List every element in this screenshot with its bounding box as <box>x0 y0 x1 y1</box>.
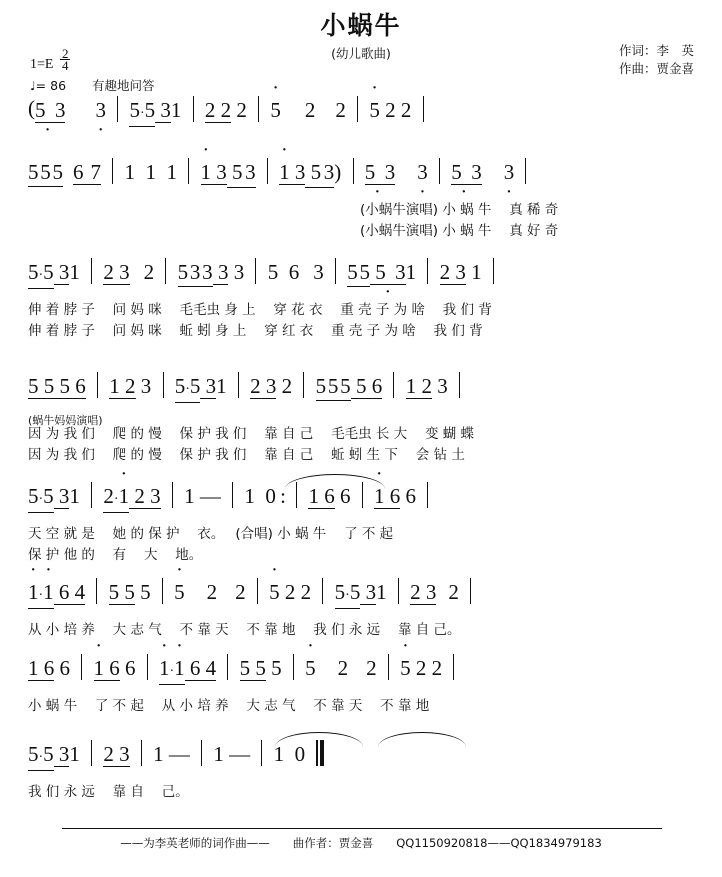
composer: 作曲：贾金喜 <box>618 61 694 76</box>
system-2-lyrics-1: (小蜗牛演唱) 小 蜗 牛 真 稀 奇 <box>360 202 559 218</box>
system-2-notes: 5 5 5 6 7 1 1 1 · 1 3 5 3 · 1 3 5 3) 5 · 3 3 · 5 · 3 3 · <box>0 158 722 198</box>
credits <box>619 42 694 78</box>
system-3-lyrics-2: 伸 着 脖 子 问 妈 咪 蚯 蚓 身 上 穿 红 衣 重 壳 子 为 啥 我 们 背 <box>28 323 483 339</box>
system-3-lyrics-1: 伸 着 脖 子 问 妈 咪 毛毛虫 身 上 穿 花 衣 重 壳 子 为 啥 我 们 背 <box>28 302 492 318</box>
system-6 <box>0 578 722 639</box>
system-8-lyrics-1: 我 们 永 远 靠 自 己。 <box>28 784 189 800</box>
system-5-lyrics-1: 天 空 就 是 她 的 保 护 衣。 (合唱) 小 蜗 牛 了 不 起 <box>28 526 394 542</box>
tempo-value: = 86 <box>35 78 67 93</box>
system-2-lyrics-2: (小蜗牛演唱) 小 蜗 牛 真 好 奇 <box>360 223 559 239</box>
system-7-lyrics-1: 小 蜗 牛 了 不 起 从 小 培 养 大 志 气 不 靠 天 不 靠 地 <box>28 698 430 714</box>
system-1 <box>0 96 722 136</box>
system-5-lyrics-2: 保 护 他 的 有 大 地。 <box>28 547 203 563</box>
key-label: 1=E <box>30 57 54 72</box>
key-signature <box>30 48 70 73</box>
system-5-notes: 5·5 31 2·· 1 2 3 1 — 1 0 : 1 6 6 · 1 6 6 <box>0 482 722 522</box>
system-3 <box>0 258 722 340</box>
system-6-notes: · 1·· 1 6 4 5 5 5 · 5 2 2 · 5 2 2 5·5 31 2 3 2 <box>0 578 722 618</box>
time-signature <box>60 48 71 71</box>
system-4-lyrics-1: 因 为 我 们 爬 的 慢 保 护 我 们 靠 自 己 毛毛虫 长 大 变 蝴 蝶 <box>28 426 475 442</box>
footer-divider <box>62 828 662 829</box>
mood-marking: 有趣地问答 <box>92 78 155 93</box>
quarter-note-icon: ♩ <box>30 79 36 93</box>
system-7-notes: 1 6 6 · 1 6 6 · 1·· 1 6 4 5 5 5 · 5 2 2 · 5 2 2 <box>0 654 722 694</box>
system-6-lyrics-1: 从 小 培 养 大 志 气 不 靠 天 不 靠 地 我 们 永 远 靠 自 己。 <box>28 622 461 638</box>
footer-note: ——为李英老师的词作曲—— 曲作者：贾金喜 QQ1150920818——QQ1834979183 <box>120 836 602 850</box>
lyricist: 作词：李 英 <box>618 43 694 58</box>
system-1-notes: (5 · 3 3 · 5·5 31 2 2 2 · 5 2 2 · 5 2 2 <box>0 96 722 136</box>
meter-denominator: 4 <box>61 58 69 73</box>
system-2 <box>0 158 722 240</box>
system-7 <box>0 654 722 715</box>
system-4-annotation: (蜗牛妈妈演唱) <box>28 414 103 427</box>
tempo-marking <box>30 76 155 94</box>
system-4-lyrics-2: 因 为 我 们 爬 的 慢 保 护 我 们 靠 自 己 蚯 蚓 生 下 会 钻 土 <box>28 447 465 463</box>
system-8-notes: 5·5 31 2 3 1 — 1 — 1 0 <box>0 740 722 780</box>
system-8 <box>0 740 722 801</box>
subtitle: (幼儿歌曲) <box>331 46 391 61</box>
system-5 <box>0 482 722 564</box>
system-4-notes: 5 5 5 6 1 2 3 5·5 31 2 3 2 5 5 5 5 6 1 2 3 <box>0 372 722 412</box>
system-4 <box>0 372 722 464</box>
meter-numerator: 2 <box>61 46 69 61</box>
page-title: 小蜗牛 <box>320 11 402 40</box>
system-3-notes: 5·5 31 2 3 2 5 3 3 3 3 5 6 3 5 5 5 · 31 2 3 1 <box>0 258 722 298</box>
